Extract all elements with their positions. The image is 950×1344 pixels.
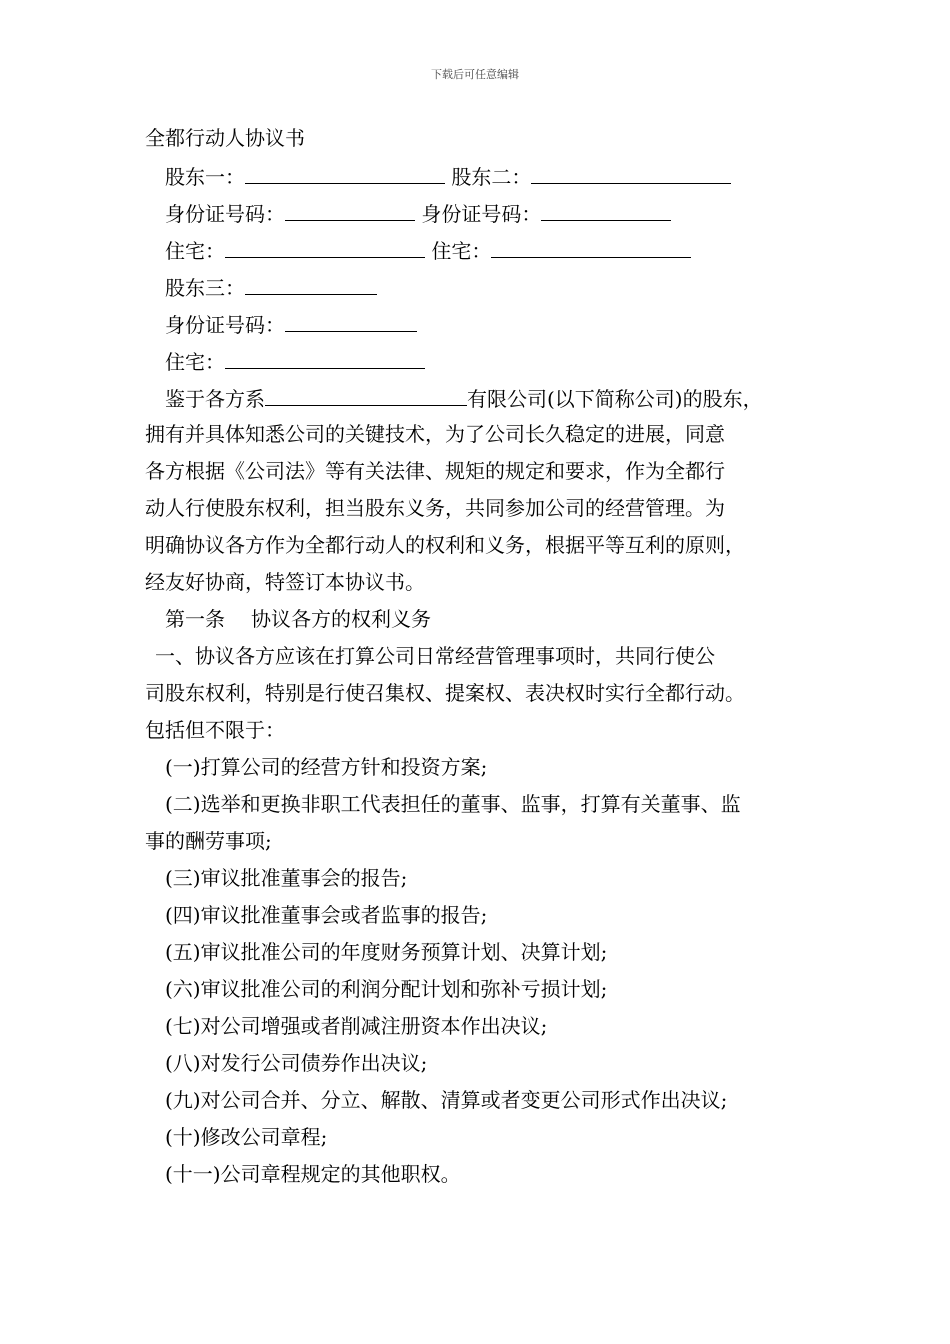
id3-blank bbox=[285, 305, 417, 332]
page-header-note: 下载后可任意编辑 bbox=[431, 68, 519, 81]
shareholder-row-1 bbox=[145, 157, 815, 194]
list-item: (五)审议批准公司的年度财务预算计划、决算计划; bbox=[165, 940, 608, 964]
list-item: (一)打算公司的经营方针和投资方案; bbox=[165, 755, 488, 779]
list-item-continuation: 事的酬劳事项; bbox=[145, 829, 272, 853]
id2-label: 身份证号码： bbox=[421, 202, 542, 226]
recital-prefix: 鉴于各方系 bbox=[165, 387, 265, 411]
recital-line: 明确协议各方作为全都行动人的权利和义务，根据平等互利的原则， bbox=[145, 533, 745, 557]
list-item: (八)对发行公司债券作出决议; bbox=[165, 1051, 428, 1075]
shareholder2-label: 股东二： bbox=[451, 165, 532, 189]
address-row-1 bbox=[145, 231, 815, 268]
addr3-label: 住宅： bbox=[165, 350, 225, 374]
recital-suffix: 有限公司(以下简称公司)的股东， bbox=[467, 387, 763, 411]
recital-line: 经友好协商，特签订本协议书。 bbox=[145, 570, 425, 594]
company-name-blank bbox=[265, 379, 467, 406]
clause-line: 包括但不限于： bbox=[145, 718, 285, 742]
document-body bbox=[145, 120, 815, 1193]
list-item: (九)对公司合并、分立、解散、清算或者变更公司形式作出决议; bbox=[165, 1088, 728, 1112]
addr3-blank bbox=[225, 342, 425, 369]
id-row-1 bbox=[145, 194, 815, 231]
shareholder3-blank bbox=[245, 268, 377, 295]
recital-line: 各方根据《公司法》等有关法律、规矩的规定和要求，作为全都行 bbox=[145, 459, 725, 483]
recital-first-line bbox=[145, 379, 815, 416]
id-row-3 bbox=[145, 305, 815, 342]
article-heading bbox=[145, 601, 815, 638]
address-row-3 bbox=[145, 342, 815, 379]
recital-line: 动人行使股东权利，担当股东义务，共同参加公司的经营管理。为 bbox=[145, 496, 725, 520]
addr1-blank bbox=[225, 231, 425, 258]
list-item: (六)审议批准公司的利润分配计划和弥补亏损计划; bbox=[165, 977, 608, 1001]
id3-label: 身份证号码： bbox=[165, 313, 285, 337]
clause-line: 司股东权利，特别是行使召集权、提案权、表决权时实行全都行动。 bbox=[145, 681, 745, 705]
clause-line: 一、协议各方应该在打算公司日常经营管理事项时，共同行使公 bbox=[155, 644, 715, 668]
shareholder-row-3 bbox=[145, 268, 815, 305]
list-item: (七)对公司增强或者削减注册资本作出决议; bbox=[165, 1014, 548, 1038]
addr2-blank bbox=[491, 231, 691, 258]
article-number: 第一条 bbox=[165, 607, 225, 631]
id1-blank bbox=[285, 194, 415, 221]
shareholder1-label: 股东一： bbox=[165, 165, 245, 189]
id1-label: 身份证号码： bbox=[165, 202, 285, 226]
addr1-label: 住宅： bbox=[165, 239, 225, 263]
list-item: (十一)公司章程规定的其他职权。 bbox=[165, 1162, 461, 1186]
article-title: 协议各方的权利义务 bbox=[251, 607, 431, 631]
shareholder1-blank bbox=[245, 157, 445, 184]
shareholder2-blank bbox=[531, 157, 731, 184]
list-item: (二)选举和更换非职工代表担任的董事、监事，打算有关董事、监 bbox=[165, 792, 741, 816]
shareholder3-label: 股东三： bbox=[165, 276, 245, 300]
addr2-label: 住宅： bbox=[431, 239, 492, 263]
list-item: (四)审议批准董事会或者监事的报告; bbox=[165, 903, 488, 927]
document-title: 全都行动人协议书 bbox=[145, 126, 305, 150]
list-item: (三)审议批准董事会的报告; bbox=[165, 866, 408, 890]
recital-line: 拥有并具体知悉公司的关键技术，为了公司长久稳定的进展，同意 bbox=[145, 422, 725, 446]
id2-blank bbox=[541, 194, 671, 221]
list-item: (十)修改公司章程; bbox=[165, 1125, 328, 1149]
